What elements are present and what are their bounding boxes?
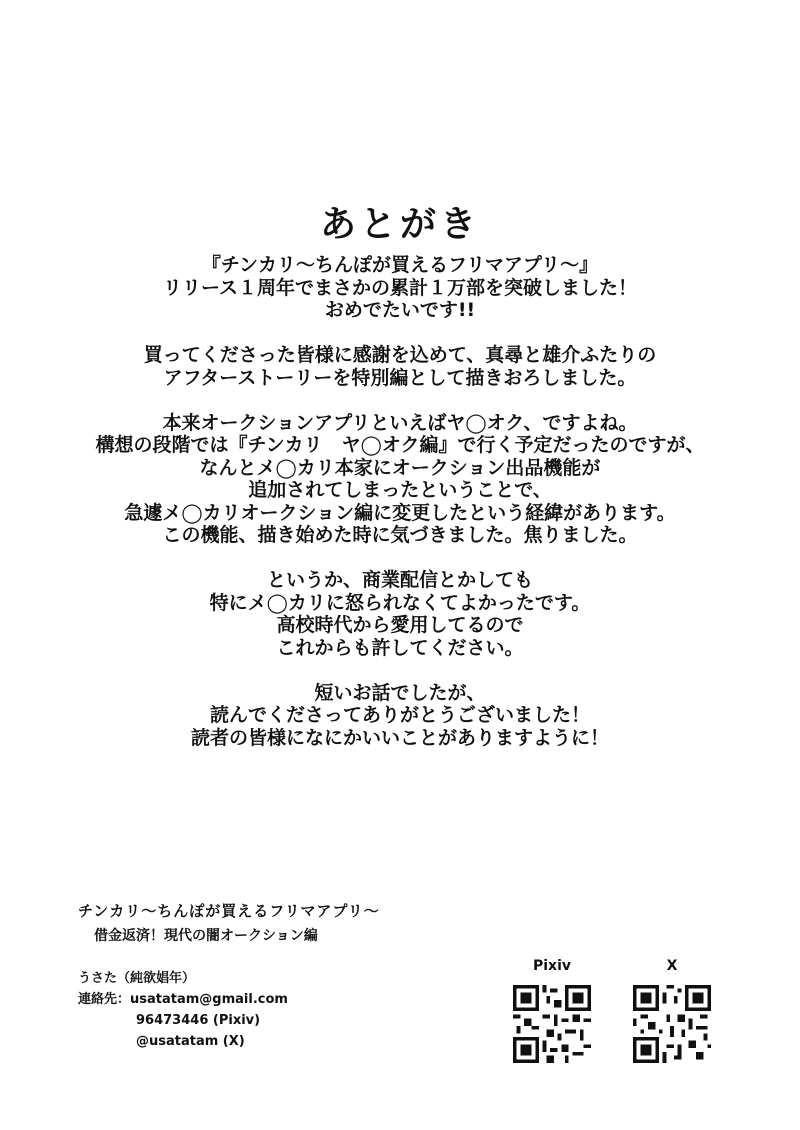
x-qr-block[interactable] [633,955,711,1063]
author-name: うさた（純欲娼年） [78,971,196,986]
author-info [78,968,438,1052]
x-qr-code-icon[interactable] [633,985,711,1063]
work-title: チンカリ〜ちんぽが買えるフリマアプリ〜 [78,902,380,920]
text-line: 特にメ◯カリに怒られなくてよかったです。 [209,591,591,614]
text-line: これからも許してください。 [276,636,524,659]
qr-label: Pixiv [532,958,571,974]
text-line: 本来オークションアプリといえばヤ◯オク、ですよね。 [162,411,638,434]
contact-pixiv[interactable]: 96473446 (Pixiv) [136,1013,261,1028]
text-line: 短いお話でしたが、 [314,681,486,704]
contact-row [78,989,438,1010]
text-line: この機能、描き始めた時に気づきました。焦りました。 [162,524,638,546]
paragraph [40,682,760,750]
text-line: おめでたいです!! [324,299,476,321]
contact-email[interactable]: usatatam@gmail.com [130,992,288,1007]
pixiv-qr-block[interactable] [513,955,591,1063]
text-line: 読者の皆様になにかいいことがありますように！ [190,726,609,749]
text-line: 買ってくださった皆様に感謝を込めて、真尋と雄介ふたりの [143,344,657,366]
text-line: アフターストーリーを特別編として描きおろしました。 [163,366,637,389]
text-line: 追加されてしまったということで、 [248,479,552,501]
text-line: 高校時代から愛用してるので [276,614,524,636]
text-line: 構想の段階では『チンカリ ヤ◯オク編』で行く予定だったのですが、 [95,434,705,456]
text-line: 読んでくださってありがとうございました！ [209,704,590,726]
text-line: というか、商業配信とかしても [266,569,533,591]
contact-label: 連絡先： [78,992,131,1007]
paragraph [40,569,760,659]
paragraph [40,412,760,547]
paragraph [40,254,760,322]
text-line: リリース１周年でまさかの累計１万部を突破しました！ [162,276,638,299]
highlight-text: 累計１万部 [390,276,486,299]
page-title: あとがき [319,204,480,246]
pixiv-qr-code-icon[interactable] [513,985,591,1063]
qr-label: X [666,958,678,974]
text-line: 『チンカリ〜ちんぽが買えるフリマアプリ〜』 [201,254,599,276]
work-subtitle: 借金返済！現代の闇オークション編 [94,928,318,944]
text-line: 急遽メ◯カリオークション編に変更したという経緯があります。 [124,501,676,524]
paragraph [40,344,760,389]
contact-x[interactable]: @usatatam (X) [136,1034,245,1049]
text-line: なんとメ◯カリ本家にオークション出品機能が [199,456,601,479]
afterword-body [40,254,760,749]
colophon [78,898,438,1052]
